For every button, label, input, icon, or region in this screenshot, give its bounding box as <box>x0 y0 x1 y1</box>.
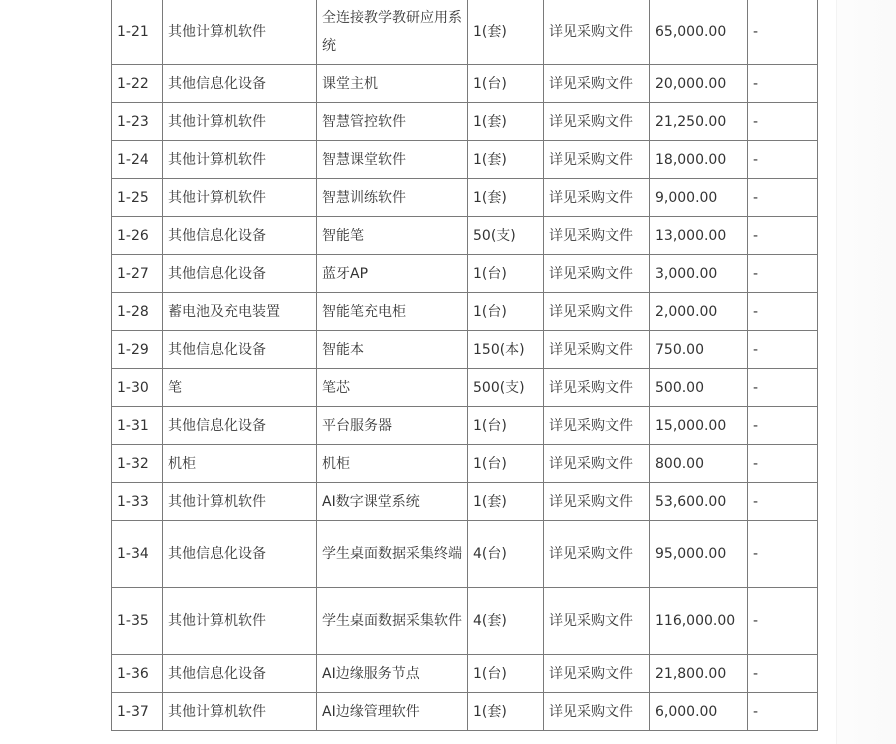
item-name-cell: AI数字课堂系统 <box>317 483 468 521</box>
item-note-cell: - <box>748 445 818 483</box>
item-name-cell: 机柜 <box>317 445 468 483</box>
item-price-cell: 3,000.00 <box>650 255 748 293</box>
table-row <box>112 179 818 217</box>
item-number-cell: 1-24 <box>112 141 163 179</box>
item-number-cell: 1-30 <box>112 369 163 407</box>
item-price-cell: 53,600.00 <box>650 483 748 521</box>
page-margin <box>836 0 896 744</box>
item-category-cell: 其他信息化设备 <box>163 407 317 445</box>
item-name-cell: 全连接教学教研应用系统 <box>317 0 468 65</box>
table-row <box>112 255 818 293</box>
item-number-cell: 1-36 <box>112 655 163 693</box>
item-price-cell: 13,000.00 <box>650 217 748 255</box>
item-number-cell: 1-22 <box>112 65 163 103</box>
item-spec-cell: 详见采购文件 <box>544 655 650 693</box>
item-price-cell: 2,000.00 <box>650 293 748 331</box>
item-note-cell: - <box>748 483 818 521</box>
item-spec-cell: 详见采购文件 <box>544 141 650 179</box>
table-row <box>112 588 818 655</box>
item-note-cell: - <box>748 407 818 445</box>
item-note-cell: - <box>748 65 818 103</box>
item-name-cell: 课堂主机 <box>317 65 468 103</box>
item-note-cell: - <box>748 693 818 731</box>
item-spec-cell: 详见采购文件 <box>544 103 650 141</box>
table-body <box>112 0 818 731</box>
table-row <box>112 65 818 103</box>
item-note-cell: - <box>748 0 818 65</box>
item-spec-cell: 详见采购文件 <box>544 521 650 588</box>
item-name-cell: 学生桌面数据采集终端 <box>317 521 468 588</box>
item-quantity-cell: 1(台) <box>468 65 544 103</box>
item-name-cell: 蓝牙AP <box>317 255 468 293</box>
item-quantity-cell: 4(套) <box>468 588 544 655</box>
item-price-cell: 9,000.00 <box>650 179 748 217</box>
item-name-cell: 笔芯 <box>317 369 468 407</box>
table-row <box>112 331 818 369</box>
item-quantity-cell: 1(台) <box>468 255 544 293</box>
item-category-cell: 其他计算机软件 <box>163 588 317 655</box>
item-category-cell: 其他信息化设备 <box>163 655 317 693</box>
item-spec-cell: 详见采购文件 <box>544 65 650 103</box>
item-spec-cell: 详见采购文件 <box>544 0 650 65</box>
item-spec-cell: 详见采购文件 <box>544 255 650 293</box>
item-number-cell: 1-29 <box>112 331 163 369</box>
item-number-cell: 1-25 <box>112 179 163 217</box>
item-spec-cell: 详见采购文件 <box>544 445 650 483</box>
item-price-cell: 750.00 <box>650 331 748 369</box>
item-note-cell: - <box>748 369 818 407</box>
item-price-cell: 65,000.00 <box>650 0 748 65</box>
item-category-cell: 其他计算机软件 <box>163 141 317 179</box>
item-category-cell: 其他信息化设备 <box>163 65 317 103</box>
item-quantity-cell: 1(套) <box>468 103 544 141</box>
item-price-cell: 500.00 <box>650 369 748 407</box>
item-number-cell: 1-37 <box>112 693 163 731</box>
item-quantity-cell: 1(台) <box>468 293 544 331</box>
item-quantity-cell: 1(台) <box>468 655 544 693</box>
item-quantity-cell: 1(台) <box>468 445 544 483</box>
item-spec-cell: 详见采购文件 <box>544 483 650 521</box>
item-note-cell: - <box>748 103 818 141</box>
item-note-cell: - <box>748 588 818 655</box>
item-category-cell: 笔 <box>163 369 317 407</box>
item-quantity-cell: 500(支) <box>468 369 544 407</box>
item-price-cell: 15,000.00 <box>650 407 748 445</box>
item-spec-cell: 详见采购文件 <box>544 588 650 655</box>
item-category-cell: 其他计算机软件 <box>163 103 317 141</box>
item-category-cell: 其他计算机软件 <box>163 693 317 731</box>
table-row <box>112 521 818 588</box>
item-spec-cell: 详见采购文件 <box>544 293 650 331</box>
item-number-cell: 1-34 <box>112 521 163 588</box>
item-spec-cell: 详见采购文件 <box>544 369 650 407</box>
item-price-cell: 20,000.00 <box>650 65 748 103</box>
item-price-cell: 6,000.00 <box>650 693 748 731</box>
item-quantity-cell: 1(套) <box>468 179 544 217</box>
item-quantity-cell: 1(套) <box>468 483 544 521</box>
item-quantity-cell: 1(套) <box>468 0 544 65</box>
item-spec-cell: 详见采购文件 <box>544 179 650 217</box>
item-category-cell: 其他计算机软件 <box>163 483 317 521</box>
item-price-cell: 800.00 <box>650 445 748 483</box>
item-name-cell: 智慧管控软件 <box>317 103 468 141</box>
table-row <box>112 0 818 65</box>
item-name-cell: 智慧训练软件 <box>317 179 468 217</box>
table-row <box>112 483 818 521</box>
item-name-cell: 智慧课堂软件 <box>317 141 468 179</box>
item-note-cell: - <box>748 655 818 693</box>
table-row <box>112 445 818 483</box>
item-category-cell: 其他信息化设备 <box>163 255 317 293</box>
table-row <box>112 655 818 693</box>
item-price-cell: 18,000.00 <box>650 141 748 179</box>
table-row <box>112 141 818 179</box>
item-quantity-cell: 150(本) <box>468 331 544 369</box>
item-note-cell: - <box>748 521 818 588</box>
item-category-cell: 其他计算机软件 <box>163 179 317 217</box>
item-number-cell: 1-27 <box>112 255 163 293</box>
item-name-cell: 学生桌面数据采集软件 <box>317 588 468 655</box>
item-name-cell: 智能笔充电柜 <box>317 293 468 331</box>
item-note-cell: - <box>748 141 818 179</box>
item-quantity-cell: 50(支) <box>468 217 544 255</box>
item-spec-cell: 详见采购文件 <box>544 331 650 369</box>
table-row <box>112 693 818 731</box>
item-price-cell: 21,800.00 <box>650 655 748 693</box>
item-name-cell: AI边缘管理软件 <box>317 693 468 731</box>
item-category-cell: 蓄电池及充电装置 <box>163 293 317 331</box>
item-number-cell: 1-28 <box>112 293 163 331</box>
item-note-cell: - <box>748 217 818 255</box>
item-spec-cell: 详见采购文件 <box>544 407 650 445</box>
item-note-cell: - <box>748 255 818 293</box>
item-category-cell: 其他信息化设备 <box>163 217 317 255</box>
item-category-cell: 机柜 <box>163 445 317 483</box>
item-name-cell: AI边缘服务节点 <box>317 655 468 693</box>
item-quantity-cell: 1(台) <box>468 407 544 445</box>
item-number-cell: 1-33 <box>112 483 163 521</box>
item-number-cell: 1-31 <box>112 407 163 445</box>
table-row <box>112 407 818 445</box>
item-number-cell: 1-21 <box>112 0 163 65</box>
item-quantity-cell: 4(台) <box>468 521 544 588</box>
item-quantity-cell: 1(套) <box>468 693 544 731</box>
item-price-cell: 116,000.00 <box>650 588 748 655</box>
table-row <box>112 369 818 407</box>
procurement-items-table <box>111 0 818 731</box>
item-number-cell: 1-35 <box>112 588 163 655</box>
item-quantity-cell: 1(套) <box>468 141 544 179</box>
item-name-cell: 智能本 <box>317 331 468 369</box>
item-price-cell: 21,250.00 <box>650 103 748 141</box>
table-row <box>112 293 818 331</box>
item-number-cell: 1-32 <box>112 445 163 483</box>
item-note-cell: - <box>748 331 818 369</box>
item-category-cell: 其他信息化设备 <box>163 521 317 588</box>
item-name-cell: 平台服务器 <box>317 407 468 445</box>
item-name-cell: 智能笔 <box>317 217 468 255</box>
item-spec-cell: 详见采购文件 <box>544 217 650 255</box>
item-note-cell: - <box>748 179 818 217</box>
item-price-cell: 95,000.00 <box>650 521 748 588</box>
table-row <box>112 103 818 141</box>
item-note-cell: - <box>748 293 818 331</box>
item-spec-cell: 详见采购文件 <box>544 693 650 731</box>
table-row <box>112 217 818 255</box>
item-category-cell: 其他信息化设备 <box>163 331 317 369</box>
item-number-cell: 1-23 <box>112 103 163 141</box>
item-category-cell: 其他计算机软件 <box>163 0 317 65</box>
item-number-cell: 1-26 <box>112 217 163 255</box>
